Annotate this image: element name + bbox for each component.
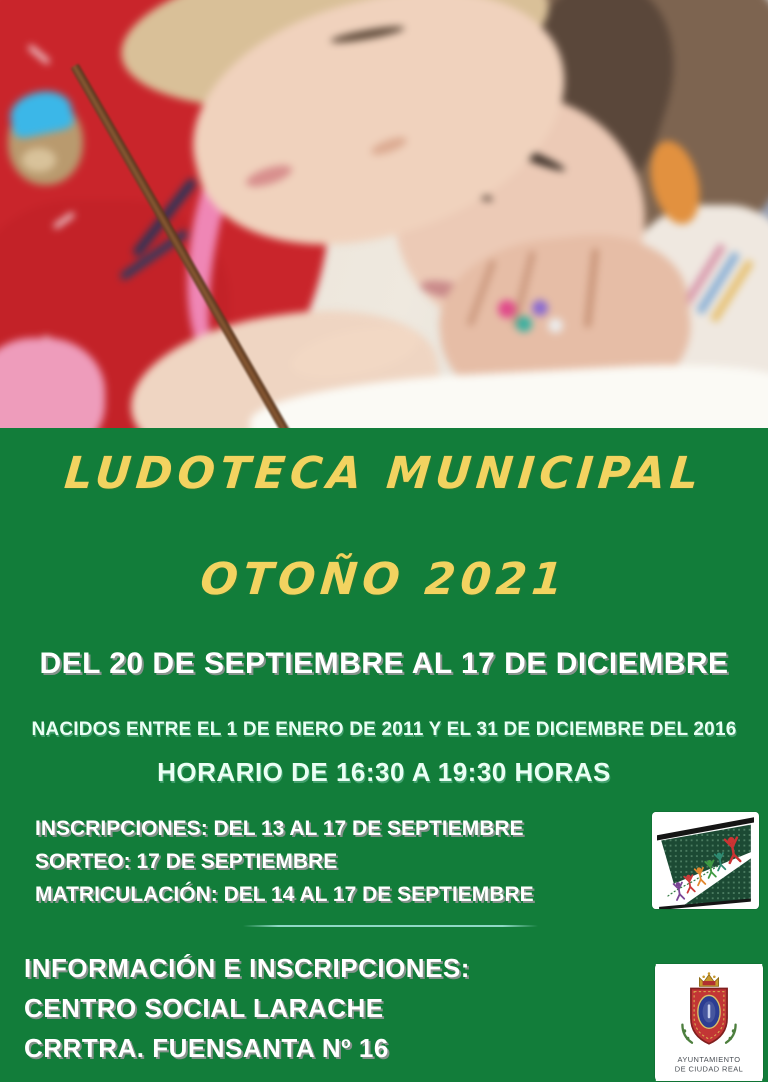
poster-title: LUDOTECA MUNICIPAL <box>62 448 706 499</box>
info-block <box>24 948 470 1068</box>
council-label-line2: DE CIUDAD REAL <box>674 1064 744 1074</box>
toy-bead-purple <box>532 300 548 316</box>
enrollment-line-sorteo: SORTEO: 17 DE SEPTIEMBRE <box>35 850 338 873</box>
council-crest-graphic <box>655 964 763 1081</box>
council-crest-logo <box>655 964 763 1081</box>
ludoteca-pennant-logo <box>652 812 759 909</box>
toy-bead-teal <box>516 316 532 332</box>
enrollment-line-matriculacion: MATRICULACIÓN: DEL 14 AL 17 DE SEPTIEMBRE <box>35 883 534 906</box>
date-range-text: DEL 20 DE SEPTIEMBRE AL 17 DE DICIEMBRE <box>39 647 729 680</box>
enrollment-list <box>35 812 534 911</box>
info-line-centro: CENTRO SOCIAL LARACHE <box>24 993 384 1023</box>
enrollment-line-inscripciones: INSCRIPCIONES: DEL 13 AL 17 DE SEPTIEMBRE <box>35 817 524 840</box>
info-heading: INFORMACIÓN E INSCRIPCIONES: <box>24 953 470 983</box>
green-panel <box>0 428 768 1082</box>
pennant-logo-graphic <box>652 812 759 909</box>
toy-bead-white <box>548 318 563 333</box>
toy-bead-pink <box>498 300 516 318</box>
section-divider <box>243 925 538 927</box>
council-label-line1: AYUNTAMIENTO <box>677 1054 741 1064</box>
schedule-text: HORARIO DE 16:30 A 19:30 HORAS <box>157 757 611 787</box>
eligibility-text: NACIDOS ENTRE EL 1 DE ENERO DE 2011 Y EL 31 DE DICIEMBRE DEL 2016 <box>31 719 737 740</box>
photo-soft-layer <box>0 0 768 429</box>
children-writing-photo <box>0 0 768 429</box>
poster-subtitle: OTOÑO 2021 <box>198 554 570 605</box>
info-line-address: CRRTRA. FUENSANTA Nº 16 <box>24 1033 389 1063</box>
teddy-bear-muzzle <box>22 148 56 172</box>
